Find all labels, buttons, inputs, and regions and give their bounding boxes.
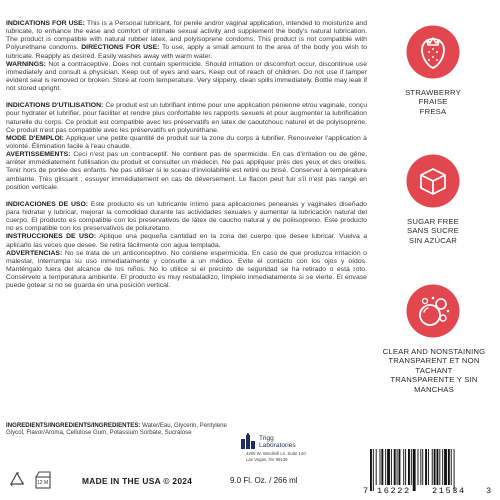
barcode-bar: [397, 449, 398, 485]
sugar-free-badge-text: SUGAR FREE SANS SUCRE SIN AZÚCAR: [407, 217, 459, 245]
fr-directions-text: Appliquer une petite quantité de produit sur la zone du corps à lubrifier. Renouveler l'application à volonté. Élimination facile à l'eau chaude.: [6, 134, 367, 150]
barcode-bar: [451, 449, 452, 485]
barcode-bar: [413, 449, 416, 491]
es-indications-text: Este producto es un lubricante íntimo para aplicaciones peneanas y vaginales diseñado para hidratar y lubricar, mejorar la comodidad durante las actividades sexuales y aumentar la lubricación natural del cuerpo. El producto es compatible con los preservativos de látex de caucho natural y de poliisopreno. Este producto no es compatible con los preservativos de poliuretano.: [6, 200, 367, 233]
barcode-bar: [373, 449, 374, 491]
es-warnings-text: No se trata de un anticonceptivo. No contiene espermicida. En caso de que produzca irritación o malestar, interrumpa su uso inmediatamente y consulte a un médico. Evite el contacto con los ojos y oídos. Manténgalo fuera del alcance de los niños. No lo utilice si el precinto de seguridad se ha retirado o está roto. Consérvelo a temperatura ambiente. El producto es muy resbaladizo, límpielo inmediatamente si se vierte. El envase puede gotear si no se guarda en una posición vertical.: [6, 249, 367, 290]
en-indications-text: This is a Personal lubricant, for penile and/or vaginal application, intended to moisturize and lubricate, to enhance the ease and comfort of intimate sexual activity and supplement the body's natural lubrication. The product is compatible with natural rubber latex, and polyisoprene condoms. This product is not compatible with Polyurethane condoms.: [6, 20, 367, 52]
barcode-bar: [380, 449, 381, 485]
en-warnings-text: Not a contraceptive. Does not contain spermicide. Should irritation or discomfort occur, discontinue use immediately and consult a physician. Keep out of eyes and ears. Keep out of reach of children. Do not use if tamper evident seal is removed or broken. Store at room temperature. Very slippery, clean spills immediately. Bottle may leak if not stored upright.: [6, 60, 367, 93]
barcode-bar: [437, 449, 439, 485]
barcode-bar: [387, 449, 390, 485]
bubbles-icon: [406, 284, 460, 338]
barcode-digits-left: 16222: [377, 486, 411, 496]
ingredients-list: [6, 422, 234, 437]
barcode-bar: [376, 449, 377, 485]
barcode-bar: [425, 449, 427, 485]
es-directions-text: Aplique una pequeña cantidad en la zona del cuerpo que desee lubricar. Vuelva a aplicarlo las veces que desee. Se retira fácilmente con agua templada.: [6, 233, 367, 249]
barcode-bar: [442, 449, 443, 485]
strawberry-icon: [406, 25, 460, 79]
french-section: [6, 102, 367, 192]
fr-indications-text: Ce produit est un lubrifiant intime pour une application pénienne et/ou vaginale, conçu pour hydrater et lubrifier, pour faciliter et rendre plus confortable les rapports sexuels et pour augmenter la lubrification naturelle du corps. Ce produit est compatible avec les préservatifs en latex de caoutchouc naturel et de polyisoprène. Ce produit n'est pas compatible avec les préservatifs en polyuréthane.: [6, 102, 367, 134]
barcode-bar: [422, 449, 423, 485]
clear-badge-text: CLEAR AND NONSTAINING TRANSPARENT ET NON TACHANT TRANSPARENTE Y SIN MANCHAS: [382, 347, 486, 394]
barcode-digits-right: 21534: [432, 486, 466, 496]
spanish-section: [6, 201, 367, 291]
barcode-bar: [432, 449, 433, 485]
barcode-digit-check: 3: [486, 486, 492, 496]
barcode-digit-system: 7: [363, 486, 369, 496]
barcode-bar: [434, 449, 436, 485]
barcode-bar: [399, 449, 401, 485]
barcode-bar: [394, 449, 396, 485]
barcode-bar: [385, 449, 386, 485]
flavor-badge-text: STRAWBERRY FRAISE FRESA: [405, 88, 461, 116]
fr-indications-heading: INDICATIONS D'UTILISATION:: [6, 102, 104, 110]
en-directions-heading: DIRECTIONS FOR USE:: [81, 44, 160, 52]
barcode-bar: [403, 449, 404, 485]
es-indications-heading: INDICACIONES DE USO:: [6, 200, 89, 208]
ingredients-text: Water/Eau, Glycerin, Pentylene Glycol, Flavor/Aroma, Cellulose Gum, Potassium Sorbate, Sucralose: [6, 422, 227, 437]
fr-warnings-text: Ceci n'est pas un contraceptif. Ne contient pas de spermicide. En cas d'irritation ou de gêne, arrêter immédiatement l'utilisation du produit et consulter un médecin. Ne pas appliquer près des yeux et des oreilles. Tenir hors de portée des enfants. Ne pas utiliser si le sceau d'inviolabilité est retiré ou brisé. Conserver à température ambiante. Très glissant ; essuyer immédiatement en cas de déversement. Le flacon peut fuir s'il n'est pas rangé en position verticale.: [6, 151, 367, 191]
trigg-logo-icon: [240, 433, 258, 449]
barcode-bar: [439, 449, 440, 485]
barcode-bar: [420, 449, 421, 485]
barcode-bar: [391, 449, 392, 485]
english-section: [6, 20, 367, 93]
barcode-bar: [408, 449, 410, 485]
en-indications-heading: INDICATIONS FOR USE:: [6, 20, 85, 27]
barcode-bar: [418, 449, 419, 485]
barcode-bar: [448, 449, 450, 485]
barcode-bar: [454, 449, 455, 491]
barcode-bar: [444, 449, 447, 485]
manufacturer-address: 4205 W. Windmill Ln. Suite 140 Las Vegas, NV 89139: [246, 451, 306, 462]
en-warnings-heading: WARNINGS:: [6, 60, 46, 68]
fr-directions-heading: MODE D'EMPLOI:: [6, 134, 64, 142]
barcode-bar: [381, 449, 383, 485]
recycle-icon: [8, 471, 26, 489]
sugar-cube-icon: [406, 154, 460, 208]
made-in-usa: MADE IN THE USA © 2024: [82, 476, 193, 486]
en-directions-text: To use, apply a small amount to the area of the body you wish to lubricate. Reapply as desired. Easily washes away with warm water.: [6, 44, 367, 60]
barcode-bar: [405, 449, 406, 485]
es-directions-heading: INSTRUCCIONES DE USO:: [6, 233, 97, 241]
pao-label: 12 M: [37, 480, 49, 486]
manufacturer-name: Trigg Laboratories: [259, 435, 296, 449]
es-warnings-heading: ADVERTENCIAS:: [6, 249, 63, 257]
instructions-column: [6, 20, 367, 428]
volume-label: 9.0 Fl. Oz. / 266 ml: [230, 476, 298, 485]
barcode-bar: [370, 449, 372, 491]
ingredients-heading: INGREDIENTS/INGREDIENTS/INGREDIENTES:: [6, 422, 141, 429]
barcode-bar: [428, 449, 429, 485]
fr-warnings-heading: AVERTISSEMENTS:: [6, 151, 71, 159]
barcode-bar: [411, 449, 412, 485]
